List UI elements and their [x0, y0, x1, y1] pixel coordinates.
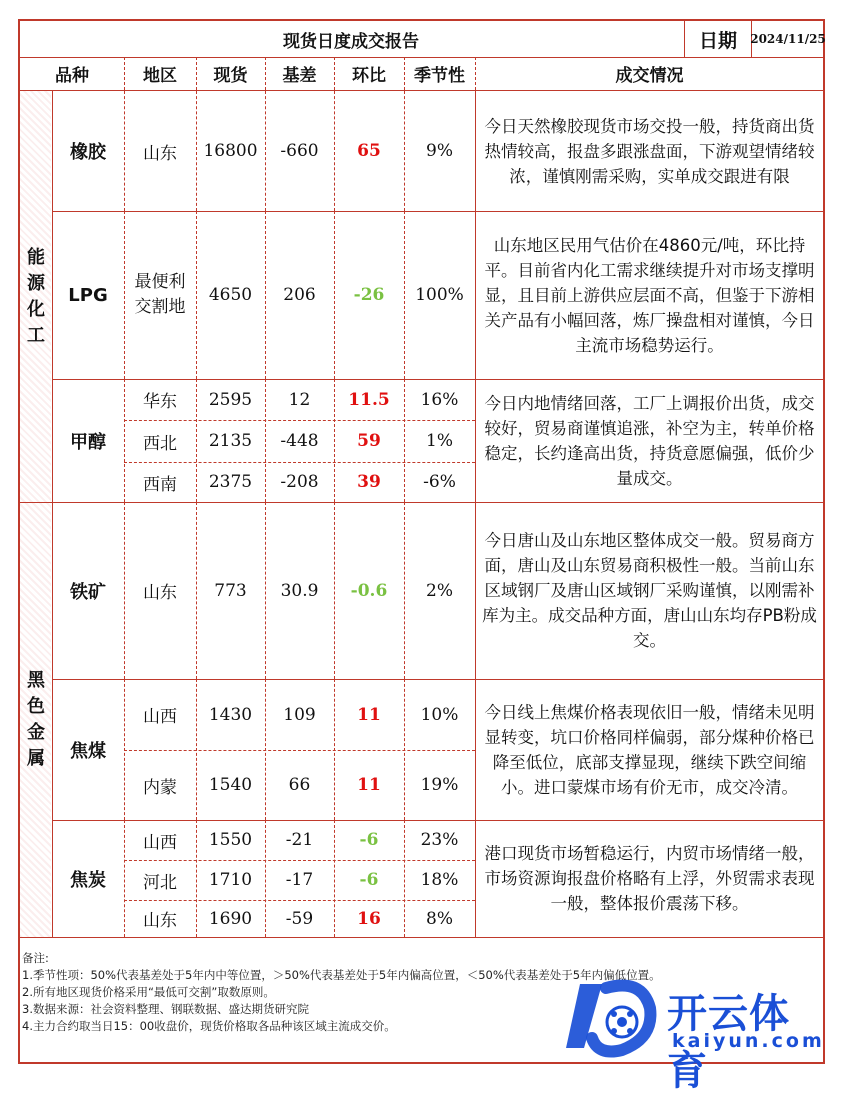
col-divider: [404, 91, 405, 211]
change-cell: 59: [357, 431, 381, 451]
col-divider: [334, 502, 335, 679]
product-name: 焦炭: [70, 869, 106, 891]
col-divider: [124, 679, 125, 820]
col-divider: [404, 211, 405, 379]
seasonal-cell: 19%: [420, 775, 459, 795]
product-name: 甲醇: [70, 431, 106, 453]
basis-cell: -208: [280, 472, 319, 492]
seasonal-cell: -6%: [423, 472, 456, 492]
category-char: 能: [27, 246, 45, 268]
change-cell: -0.6: [350, 580, 388, 601]
col-divider: [334, 211, 335, 379]
basis-cell: 66: [288, 775, 311, 795]
basis-cell: 206: [283, 285, 316, 305]
seasonal-cell: 23%: [420, 830, 459, 850]
col-header-spot: 现货: [213, 66, 248, 86]
region-cell: 山西: [143, 707, 177, 727]
col-divider: [334, 679, 335, 820]
seasonal-cell: 16%: [420, 389, 459, 410]
col-divider: [196, 820, 197, 937]
category-char: 源: [27, 272, 45, 294]
col-divider: [334, 91, 335, 211]
col-divider: [196, 57, 197, 90]
col-divider: [265, 679, 266, 820]
product-name: LPG: [68, 284, 108, 306]
basis-cell: 109: [283, 704, 316, 725]
col-divider: [475, 57, 476, 90]
basis-cell: 30.9: [280, 580, 319, 601]
category-char: 色: [27, 695, 45, 717]
deal-description: 今日唐山及山东地区整体成交一般。贸易商方面，唐山及山东贸易商积极性一般。当前山东区域钢厂及唐山区域钢厂采购谨慎，以刚需补库为主。成交品种方面，唐山山东均存PB粉成交。: [482, 531, 817, 650]
brand-watermark: [562, 978, 827, 1094]
col-divider: [265, 820, 266, 937]
basis-cell: -59: [285, 908, 314, 929]
col-divider: [196, 211, 197, 379]
col-divider: [404, 379, 405, 502]
category-char: 金: [27, 721, 45, 743]
region-cell: 山西: [143, 832, 177, 853]
basis-cell: 12: [288, 389, 311, 410]
note-item: 1.季节性项：50%代表基差处于5年内中等位置，＞50%代表基差处于5年内偏高位置，＜50%代表基差处于5年内偏低位置。: [22, 968, 661, 982]
col-divider: [124, 91, 125, 211]
seasonal-cell: 9%: [426, 141, 453, 161]
region-cell: 山东: [143, 911, 177, 931]
change-cell: -6: [359, 830, 379, 850]
spot-price-cell: 4650: [208, 285, 253, 305]
spot-price-cell: 1430: [208, 704, 253, 725]
region-cell: 内蒙: [143, 777, 177, 798]
change-cell: 65: [357, 141, 381, 161]
date-label: 日期: [698, 29, 737, 52]
col-divider: [124, 502, 125, 679]
product-name: 焦煤: [70, 740, 106, 762]
col-divider: [124, 820, 125, 937]
col-header-deals: 成交情况: [615, 66, 684, 86]
col-divider: [334, 57, 335, 90]
basis-cell: -448: [280, 431, 319, 451]
col-divider: [124, 379, 125, 502]
col-divider: [404, 57, 405, 90]
region-cell: 西南: [143, 474, 177, 495]
seasonal-cell: 10%: [420, 704, 459, 725]
col-divider: [265, 502, 266, 679]
region-cell: 最便利交割地: [134, 272, 186, 317]
basis-cell: -21: [285, 830, 314, 850]
region-cell: 西北: [143, 433, 177, 454]
spot-price-cell: 1550: [208, 830, 253, 850]
desc-divider: [475, 679, 476, 820]
spot-price-cell: 1710: [208, 870, 253, 890]
col-divider: [404, 679, 405, 820]
spot-price-cell: 2595: [208, 389, 253, 410]
col-divider: [196, 502, 197, 679]
basis-cell: -660: [280, 141, 319, 161]
seasonal-cell: 8%: [426, 908, 453, 929]
category-cell: [20, 91, 52, 502]
spot-price-cell: 773: [214, 580, 247, 601]
date-value: 2024/11/25: [750, 32, 826, 46]
category-char: 属: [27, 747, 45, 769]
note-item: 4.主力合约取当日15：00收盘价，现货价格取各品种该区域主流成交价。: [22, 1019, 396, 1033]
col-header-product: 品种: [55, 66, 89, 86]
note-item: 3.数据来源：社会资料整理、钢联数据、盛达期货研究院: [22, 1002, 309, 1016]
col-divider: [265, 379, 266, 502]
spot-price-cell: 16800: [203, 141, 258, 161]
col-divider: [265, 211, 266, 379]
deal-description: 港口现货市场暂稳运行，内贸市场情绪一般，市场资源询报盘价格略有上浮，外贸需求表现一般，整体报价震荡下移。: [484, 844, 815, 913]
region-cell: 华东: [143, 392, 177, 412]
desc-divider: [475, 379, 476, 502]
col-divider: [196, 91, 197, 211]
category-char: 化: [27, 298, 45, 320]
change-cell: 11: [357, 775, 381, 795]
region-cell: 河北: [143, 872, 177, 893]
change-cell: 11.5: [348, 389, 390, 410]
notes-title: 备注:: [22, 951, 49, 965]
spot-price-cell: 1690: [208, 908, 253, 929]
change-cell: 39: [357, 472, 381, 492]
deal-description: 山东地区民用气估价在4860元/吨，环比持平。目前省内化工需求继续提升对市场支撑明显，且目前上游供应层面不高，但鉴于下游相关产品有小幅回落，炼厂操盘相对谨慎，今日主流市场稳势运行。: [484, 235, 815, 355]
region-cell: 山东: [143, 583, 177, 603]
col-divider: [404, 502, 405, 679]
change-cell: 11: [357, 704, 381, 725]
col-divider: [196, 379, 197, 502]
brand-domain: kaiyun.com: [672, 1030, 825, 1052]
col-divider: [334, 379, 335, 502]
deal-description: 今日内地情绪回落，工厂上调报价出货，成交较好，贸易商谨慎追涨，补空为主，转单价格稳定，长约逢高出货，持货意愿偏强，低价少量成交。: [484, 393, 815, 488]
desc-divider: [475, 91, 476, 211]
spot-price-cell: 1540: [208, 775, 253, 795]
col-divider: [334, 820, 335, 937]
col-header-change: 环比: [352, 66, 386, 86]
deal-description: 今日天然橡胶现货市场交投一般，持货商出货热情较高，报盘多跟涨盘面，下游观望情绪较浓，谨慎刚需采购，实单成交跟进有限: [484, 116, 815, 186]
col-divider: [196, 679, 197, 820]
report-title: 现货日度成交报告: [283, 31, 419, 52]
desc-divider: [475, 211, 476, 379]
col-divider: [404, 820, 405, 937]
brand-name: 开云体育: [667, 991, 790, 1094]
col-header-region: 地区: [143, 66, 177, 86]
desc-divider: [475, 502, 476, 679]
spot-price-cell: 2135: [208, 431, 253, 451]
col-divider: [265, 57, 266, 90]
col-divider: [124, 211, 125, 379]
spot-price-cell: 2375: [208, 472, 253, 492]
change-cell: -6: [359, 870, 379, 890]
desc-divider: [475, 820, 476, 937]
product-name: 铁矿: [70, 581, 106, 603]
change-cell: -26: [353, 285, 385, 305]
deal-description: 今日线上焦煤价格表现依旧一般，情绪未见明显转变，坑口价格同样偏弱，部分煤种价格已降至低位，底部支撑显现，继续下跌空间缩小。进口蒙煤市场有价无市，成交冷清。: [484, 702, 815, 797]
col-divider: [124, 57, 125, 90]
col-header-basis: 基差: [282, 66, 317, 86]
product-name: 橡胶: [70, 142, 106, 163]
category-cell: [20, 502, 52, 937]
category-char: 工: [27, 324, 45, 346]
col-divider: [265, 91, 266, 211]
basis-cell: -17: [285, 870, 314, 890]
seasonal-cell: 18%: [420, 870, 459, 890]
seasonal-cell: 2%: [426, 580, 453, 601]
col-header-seasonal: 季节性: [414, 66, 465, 86]
note-item: 2.所有地区现货价格采用“最低可交割”取数原则。: [22, 985, 275, 999]
change-cell: 16: [357, 908, 381, 929]
region-cell: 山东: [143, 143, 177, 164]
seasonal-cell: 1%: [426, 431, 453, 451]
seasonal-cell: 100%: [415, 285, 464, 305]
category-char: 黑: [27, 669, 45, 691]
